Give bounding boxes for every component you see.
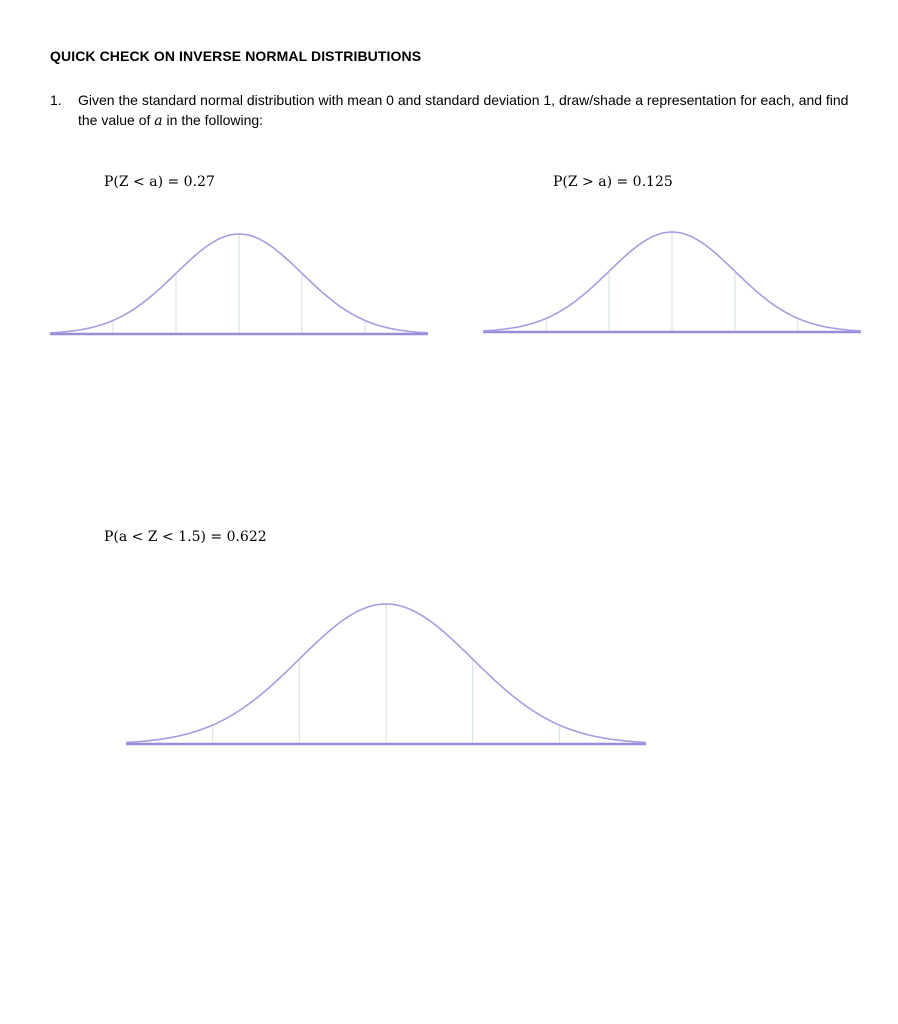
normal-curve-3[interactable] — [126, 598, 646, 746]
question-text — [78, 90, 870, 131]
problem-1-expression: P(Z < a) = 0.27 — [104, 174, 215, 190]
page-title: QUICK CHECK ON INVERSE NORMAL DISTRIBUTIONS — [50, 48, 422, 64]
problem-3-expression: P(a < Z < 1.5) = 0.622 — [104, 529, 267, 545]
question-number: 1. — [50, 92, 62, 108]
problem-2-expression: P(Z > a) = 0.125 — [553, 174, 673, 190]
normal-curve-2[interactable] — [483, 226, 861, 334]
question-text-part-2: in the following: — [162, 112, 264, 128]
normal-curve-1[interactable] — [50, 228, 428, 336]
question-text-part-1: Given the standard normal distribution with mean 0 and standard deviation 1, draw/shade a representation for each, and find the value of — [78, 92, 849, 128]
question-variable: a — [154, 113, 163, 129]
question-1 — [50, 90, 870, 131]
